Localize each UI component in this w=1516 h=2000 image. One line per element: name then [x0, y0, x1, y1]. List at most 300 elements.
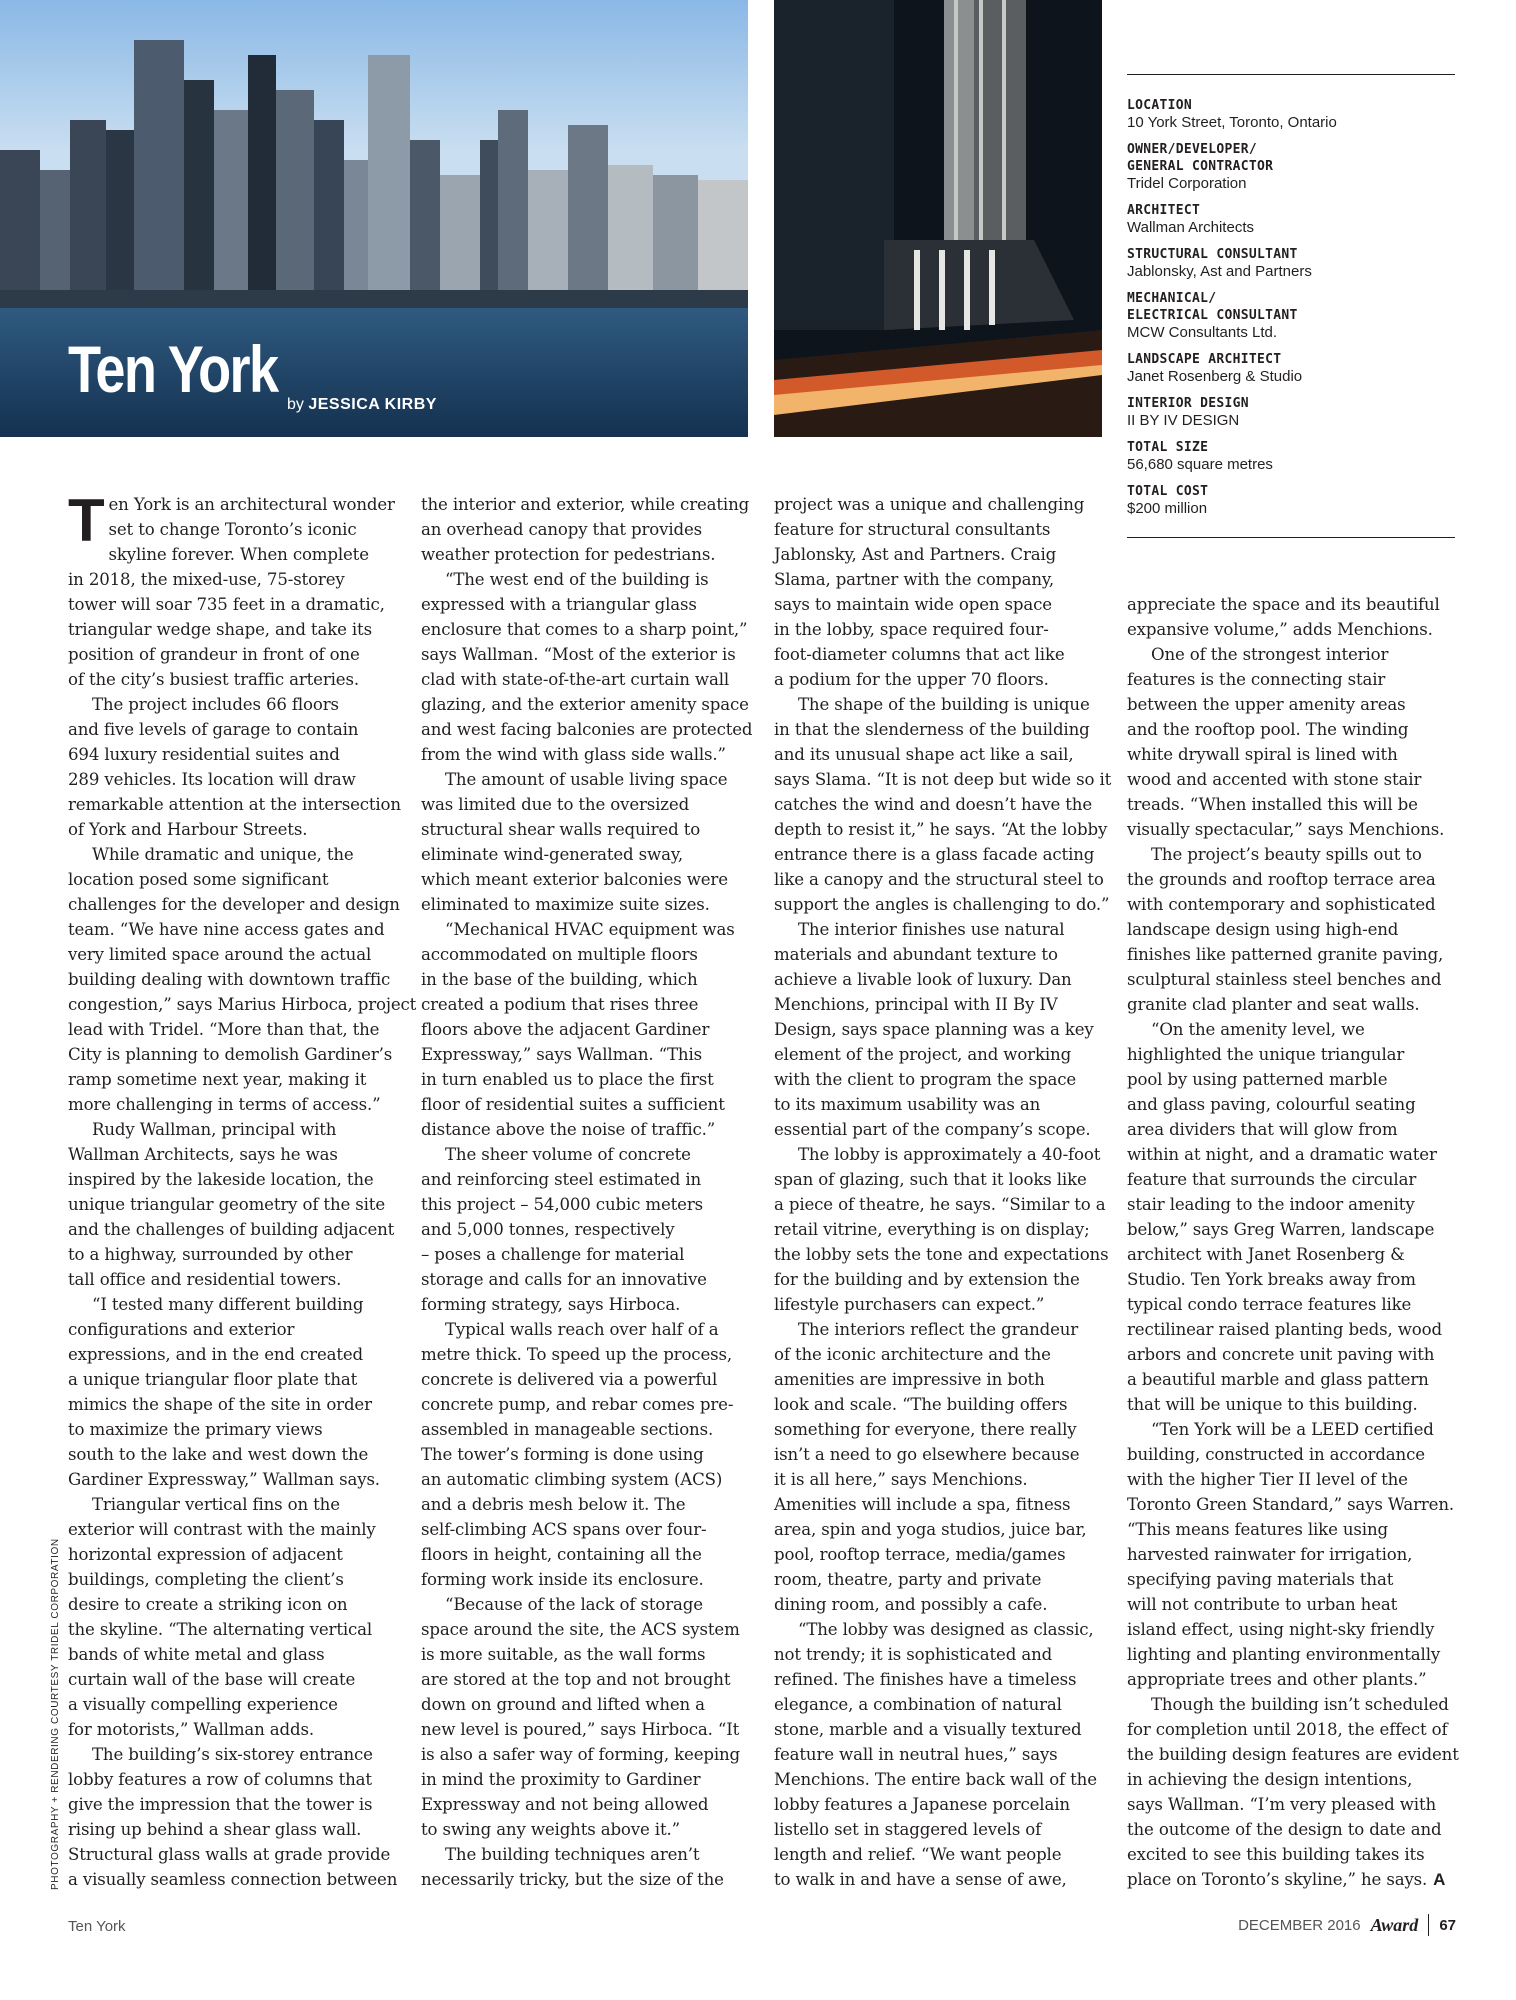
- text-line: [421, 1167, 751, 1192]
- line-text: and reinforcing steel estimated in: [421, 1170, 702, 1189]
- text-line: [774, 1592, 1104, 1617]
- text-line: [421, 642, 751, 667]
- end-mark: A: [1433, 1870, 1446, 1889]
- text-line: [421, 917, 751, 942]
- text-line: [68, 1467, 398, 1492]
- text-line: [774, 1792, 1104, 1817]
- line-text: a podium for the upper 70 floors.: [774, 670, 1049, 689]
- text-line: [68, 567, 398, 592]
- text-line: [774, 1517, 1104, 1542]
- line-text: an automatic climbing system (ACS): [421, 1470, 723, 1489]
- line-text: with contemporary and sophisticated: [1127, 895, 1436, 914]
- text-line: [68, 1192, 398, 1217]
- line-text: arbors and concrete unit paving with: [1127, 1345, 1435, 1364]
- line-text: 694 luxury residential suites and: [68, 745, 340, 764]
- line-text: a unique triangular floor plate that: [68, 1370, 358, 1389]
- line-text: a visually compelling experience: [68, 1695, 338, 1714]
- text-line: [421, 1067, 751, 1092]
- text-line: [421, 767, 751, 792]
- text-line: [1127, 1167, 1457, 1192]
- line-text: and the rooftop pool. The winding: [1127, 720, 1409, 739]
- line-text: City is planning to demolish Gardiner’s: [68, 1045, 393, 1064]
- line-text: mimics the shape of the site in order: [68, 1395, 372, 1414]
- line-text: configurations and exterior: [68, 1320, 295, 1339]
- text-line: [68, 1117, 398, 1142]
- text-line: [421, 1417, 751, 1442]
- text-line: [68, 1242, 398, 1267]
- line-text: The sheer volume of concrete: [445, 1145, 691, 1164]
- line-text: a piece of theatre, he says. “Similar to a: [774, 1195, 1106, 1214]
- line-text: pool by using patterned marble: [1127, 1070, 1388, 1089]
- text-line: [1127, 892, 1457, 917]
- line-text: was limited due to the oversized: [421, 795, 690, 814]
- text-line: [774, 717, 1104, 742]
- line-text: which meant exterior balconies were: [421, 870, 728, 889]
- line-text: catches the wind and doesn’t have the: [774, 795, 1092, 814]
- text-line: [1127, 1492, 1457, 1517]
- text-line: [421, 1667, 751, 1692]
- text-line: [774, 1467, 1104, 1492]
- text-line: [68, 1417, 398, 1442]
- text-line: [421, 1317, 751, 1342]
- fact-value: $200 million: [1127, 500, 1208, 517]
- line-text: and 5,000 tonnes, respectively: [421, 1220, 675, 1239]
- line-text: is also a safer way of forming, keeping: [421, 1745, 741, 1764]
- text-line: [1127, 1767, 1457, 1792]
- text-line: [1127, 967, 1457, 992]
- line-text: project was a unique and challenging: [774, 495, 1085, 514]
- line-text: bands of white metal and glass: [68, 1645, 325, 1664]
- line-text: finishes like patterned granite paving,: [1127, 945, 1444, 964]
- text-line: [1127, 867, 1457, 892]
- text-line: [774, 1567, 1104, 1592]
- line-text: tall office and residential towers.: [68, 1270, 342, 1289]
- text-line: [774, 1167, 1104, 1192]
- text-line: [774, 1192, 1104, 1217]
- fact-label: LANDSCAPE ARCHITECT: [1127, 352, 1282, 367]
- line-text: lead with Tridel. “More than that, the: [68, 1020, 380, 1039]
- line-text: storage and calls for an innovative: [421, 1270, 707, 1289]
- text-line: [1127, 1342, 1457, 1367]
- line-text: expressed with a triangular glass: [421, 595, 697, 614]
- line-text: in the base of the building, which: [421, 970, 698, 989]
- line-text: rising up behind a shear glass wall.: [68, 1820, 362, 1839]
- line-text: the skyline. “The alternating vertical: [68, 1620, 373, 1639]
- text-line: [68, 1017, 398, 1042]
- line-text: expansive volume,” adds Menchions.: [1127, 620, 1433, 639]
- text-line: [1127, 742, 1457, 767]
- line-text: of the city’s busiest traffic arteries.: [68, 670, 359, 689]
- line-text: accommodated on multiple floors: [421, 945, 698, 964]
- line-text: stone, marble and a visually textured: [774, 1720, 1082, 1739]
- text-line: [68, 1067, 398, 1092]
- text-line: [421, 1267, 751, 1292]
- line-text: architect with Janet Rosenberg &: [1127, 1245, 1405, 1264]
- article-column-3: [774, 492, 1112, 1892]
- text-line: [1127, 1717, 1457, 1742]
- line-text: Structural glass walls at grade provide: [68, 1845, 391, 1864]
- line-text: visually spectacular,” says Menchions.: [1127, 820, 1445, 839]
- text-line: [1127, 1292, 1457, 1317]
- line-text: building dealing with downtown traffic: [68, 970, 391, 989]
- line-text: a beautiful marble and glass pattern: [1127, 1370, 1429, 1389]
- line-text: the building design features are evident: [1127, 1745, 1459, 1764]
- line-text: appreciate the space and its beautiful: [1127, 595, 1440, 614]
- text-line: [68, 792, 401, 817]
- drop-cap: T: [68, 487, 105, 554]
- article-column-1: [68, 487, 417, 1892]
- text-line: [774, 1267, 1104, 1292]
- line-text: Though the building isn’t scheduled: [1151, 1695, 1449, 1714]
- line-text: and a debris mesh below it. The: [421, 1495, 686, 1514]
- text-line: [421, 1192, 751, 1217]
- line-text: it is all here,” says Menchions.: [774, 1470, 1028, 1489]
- line-text: “I tested many different building: [92, 1295, 364, 1314]
- line-text: inspired by the lakeside location, the: [68, 1170, 374, 1189]
- line-text: – poses a challenge for material: [421, 1245, 685, 1264]
- line-text: floors in height, containing all the: [421, 1545, 702, 1564]
- line-text: desire to create a striking icon on: [68, 1595, 348, 1614]
- text-line: [1127, 917, 1457, 942]
- line-text: feature for structural consultants: [774, 520, 1051, 539]
- line-text: Toronto Green Standard,” says Warren.: [1127, 1495, 1454, 1514]
- line-text: treads. “When installed this will be: [1127, 795, 1418, 814]
- line-text: floor of residential suites a sufficient: [421, 1095, 725, 1114]
- text-line: [774, 817, 1108, 842]
- line-text: triangular wedge shape, and take its: [68, 620, 372, 639]
- line-text: Expressway and not being allowed: [421, 1795, 709, 1814]
- line-text: isn’t a need to go elsewhere because: [774, 1445, 1080, 1464]
- text-line: [421, 1467, 751, 1492]
- text-line: [774, 1317, 1104, 1342]
- line-text: very limited space around the actual: [68, 945, 372, 964]
- text-line: [421, 1692, 751, 1717]
- line-text: remarkable attention at the intersection: [68, 795, 401, 814]
- text-line: [1127, 992, 1457, 1017]
- line-text: says Wallman. “Most of the exterior is: [421, 645, 736, 664]
- line-text: below,” says Greg Warren, landscape: [1127, 1220, 1435, 1239]
- text-line: [68, 1317, 398, 1342]
- line-text: metre thick. To speed up the process,: [421, 1345, 732, 1364]
- line-text: “On the amenity level, we: [1151, 1020, 1365, 1039]
- line-text: pool, rooftop terrace, media/games: [774, 1545, 1066, 1564]
- line-text: concrete is delivered via a powerful: [421, 1370, 718, 1389]
- text-line: [68, 967, 398, 992]
- text-line: [774, 1642, 1104, 1667]
- text-line: [1127, 817, 1457, 842]
- line-text: an overhead canopy that provides: [421, 520, 702, 539]
- line-text: says Slama. “It is not deep but wide so it: [774, 770, 1112, 789]
- author-name: JESSICA KIRBY: [308, 396, 437, 413]
- fact-value: Tridel Corporation: [1127, 175, 1247, 192]
- line-text: island effect, using night-sky friendly: [1127, 1620, 1435, 1639]
- text-line: [68, 1142, 398, 1167]
- line-text: achieve a livable look of luxury. Dan: [774, 970, 1072, 989]
- line-text: listello set in staggered levels of: [774, 1820, 1042, 1839]
- text-line: [421, 867, 751, 892]
- text-line: [68, 492, 398, 517]
- text-line: [68, 1867, 398, 1892]
- line-text: “The lobby was designed as classic,: [798, 1620, 1094, 1639]
- text-line: [1127, 1842, 1457, 1867]
- line-text: and the challenges of building adjacent: [68, 1220, 395, 1239]
- line-text: for motorists,” Wallman adds.: [68, 1720, 314, 1739]
- line-text: of York and Harbour Streets.: [68, 820, 308, 839]
- line-text: in that the slenderness of the building: [774, 720, 1090, 739]
- line-text: and glass paving, colourful seating: [1127, 1095, 1416, 1114]
- text-line: [774, 1842, 1104, 1867]
- text-line: [421, 1567, 751, 1592]
- text-line: [68, 992, 417, 1017]
- line-text: Menchions. The entire back wall of the: [774, 1770, 1097, 1789]
- photo-credit: PHOTOGRAPHY + RENDERING COURTESY TRIDEL CORPORATION: [50, 1538, 61, 1890]
- text-line: [68, 817, 398, 842]
- text-line: [774, 917, 1104, 942]
- line-text: The building’s six-storey entrance: [92, 1745, 373, 1764]
- line-text: congestion,” says Marius Hirboca, project: [68, 995, 417, 1014]
- text-line: [1127, 1867, 1457, 1892]
- fact-value: Wallman Architects: [1127, 219, 1254, 236]
- line-text: area, spin and yoga studios, juice bar,: [774, 1520, 1087, 1539]
- text-line: [1127, 1067, 1457, 1092]
- text-line: [421, 1542, 751, 1567]
- line-text: lighting and planting environmentally: [1127, 1645, 1441, 1664]
- line-text: landscape design using high-end: [1127, 920, 1399, 939]
- line-text: says Wallman. “I’m very pleased with: [1127, 1795, 1436, 1814]
- text-line: [774, 642, 1104, 667]
- text-line: [1127, 692, 1457, 717]
- line-text: feature that surrounds the circular: [1127, 1170, 1417, 1189]
- text-line: [68, 767, 398, 792]
- text-line: [421, 942, 751, 967]
- fact-item: [1127, 351, 1455, 386]
- text-line: [1127, 942, 1457, 967]
- text-line: [1127, 1642, 1457, 1667]
- text-line: [68, 1667, 398, 1692]
- fact-label: STRUCTURAL CONSULTANT: [1127, 247, 1298, 262]
- text-line: [1127, 1667, 1457, 1692]
- text-line: [774, 517, 1104, 542]
- line-text: will not contribute to urban heat: [1127, 1595, 1398, 1614]
- line-text: Triangular vertical fins on the: [92, 1495, 340, 1514]
- text-line: [1127, 1267, 1457, 1292]
- text-line: [421, 1367, 751, 1392]
- text-line: [1127, 1592, 1457, 1617]
- text-line: [68, 867, 398, 892]
- line-text: dining room, and possibly a cafe.: [774, 1595, 1048, 1614]
- line-text: says to maintain wide open space: [774, 595, 1052, 614]
- text-line: [421, 1017, 751, 1042]
- fact-item: [1127, 97, 1455, 132]
- fact-value: MCW Consultants Ltd.: [1127, 324, 1278, 341]
- text-line: [68, 1042, 398, 1067]
- fact-label: OWNER/DEVELOPER/ GENERAL CONTRACTOR: [1127, 142, 1274, 174]
- line-text: self-climbing ACS spans over four-: [421, 1520, 707, 1539]
- line-text: granite clad planter and seat walls.: [1127, 995, 1420, 1014]
- text-line: [68, 642, 398, 667]
- line-text: Slama, partner with the company,: [774, 570, 1055, 589]
- text-line: [421, 1292, 751, 1317]
- line-text: and its unusual shape act like a sail,: [774, 745, 1074, 764]
- line-text: “Mechanical HVAC equipment was: [445, 920, 735, 939]
- line-text: amenities are impressive in both: [774, 1370, 1045, 1389]
- line-text: room, theatre, party and private: [774, 1570, 1042, 1589]
- text-line: [421, 1642, 751, 1667]
- text-line: [68, 942, 398, 967]
- text-line: [774, 1867, 1104, 1892]
- line-text: element of the project, and working: [774, 1045, 1072, 1064]
- article-title: Ten York: [68, 332, 278, 406]
- line-text: depth to resist it,” he says. “At the lobby: [774, 820, 1108, 839]
- text-line: [1127, 1192, 1457, 1217]
- article-column-2: [421, 492, 751, 1892]
- line-text: eliminate wind-generated sway,: [421, 845, 683, 864]
- text-line: [421, 517, 751, 542]
- line-text: refined. The finishes have a timeless: [774, 1670, 1077, 1689]
- text-line: [421, 1767, 751, 1792]
- text-line: [774, 1542, 1104, 1567]
- line-text: and five levels of garage to contain: [68, 720, 359, 739]
- text-line: [421, 1617, 751, 1642]
- line-text: a visually seamless connection between: [68, 1870, 398, 1889]
- line-text: to a highway, surrounded by other: [68, 1245, 353, 1264]
- fact-item: [1127, 141, 1455, 193]
- text-line: [774, 1717, 1104, 1742]
- text-line: [421, 892, 751, 917]
- line-text: necessarily tricky, but the size of the: [421, 1870, 724, 1889]
- text-line: [1127, 592, 1457, 617]
- fact-item: [1127, 290, 1455, 342]
- text-line: [68, 517, 398, 542]
- line-text: “The west end of the building is: [445, 570, 709, 589]
- text-line: [1127, 1017, 1457, 1042]
- line-text: white drywall spiral is lined with: [1127, 745, 1398, 764]
- line-text: highlighted the unique triangular: [1127, 1045, 1405, 1064]
- line-text: tower will soar 735 feet in a dramatic,: [68, 595, 385, 614]
- line-text: space around the site, the ACS system: [421, 1620, 740, 1639]
- line-text: Gardiner Expressway,” Wallman says.: [68, 1470, 380, 1489]
- line-text: retail vitrine, everything is on display;: [774, 1220, 1090, 1239]
- line-text: for completion until 2018, the effect of: [1127, 1720, 1448, 1739]
- text-line: [774, 892, 1110, 917]
- line-text: Studio. Ten York breaks away from: [1127, 1270, 1416, 1289]
- line-text: within at night, and a dramatic water: [1127, 1145, 1437, 1164]
- line-text: entrance there is a glass facade acting: [774, 845, 1095, 864]
- tower-rendering: [774, 0, 1102, 437]
- text-line: [68, 1817, 398, 1842]
- text-line: [68, 667, 398, 692]
- text-line: [68, 717, 398, 742]
- text-line: [774, 592, 1104, 617]
- fact-label: INTERIOR DESIGN: [1127, 396, 1249, 411]
- text-line: [68, 592, 398, 617]
- text-line: [68, 1292, 398, 1317]
- fact-label: MECHANICAL/ ELECTRICAL CONSULTANT: [1127, 291, 1298, 323]
- text-line: [774, 1292, 1104, 1317]
- line-text: created a podium that rises three: [421, 995, 699, 1014]
- fact-item: [1127, 246, 1455, 281]
- line-text: 289 vehicles. Its location will draw: [68, 770, 356, 789]
- fact-value: II BY IV DESIGN: [1127, 412, 1240, 429]
- text-line: [774, 867, 1104, 892]
- line-text: features is the connecting stair: [1127, 670, 1386, 689]
- text-line: [68, 1592, 398, 1617]
- line-text: in turn enabled us to place the first: [421, 1070, 714, 1089]
- line-text: Expressway,” says Wallman. “This: [421, 1045, 702, 1064]
- running-title: Ten York: [68, 1918, 126, 1935]
- text-line: [68, 917, 398, 942]
- text-line: [421, 1342, 751, 1367]
- text-line: [68, 1442, 398, 1467]
- line-text: Jablonsky, Ast and Partners. Craig: [774, 545, 1057, 564]
- line-text: curtain wall of the base will create: [68, 1670, 356, 1689]
- line-text: the interior and exterior, while creating: [421, 495, 750, 514]
- text-line: [774, 1342, 1104, 1367]
- line-text: buildings, completing the client’s: [68, 1570, 344, 1589]
- line-text: wood and accented with stone stair: [1127, 770, 1422, 789]
- text-line: [1127, 1617, 1457, 1642]
- line-text: south to the lake and west down the: [68, 1445, 369, 1464]
- line-text: support the angles is challenging to do.”: [774, 895, 1110, 914]
- fact-label: TOTAL COST: [1127, 484, 1209, 499]
- text-line: [1127, 792, 1457, 817]
- text-line: [1127, 1367, 1457, 1392]
- line-text: feature wall in neutral hues,” says: [774, 1745, 1058, 1764]
- fact-label: ARCHITECT: [1127, 203, 1201, 218]
- line-text: The project includes 66 floors: [92, 695, 339, 714]
- text-line: [68, 1092, 398, 1117]
- text-line: [421, 792, 751, 817]
- skyline-photo: [0, 0, 748, 437]
- line-text: more challenging in terms of access.”: [68, 1095, 381, 1114]
- line-text: position of grandeur in front of one: [68, 645, 360, 664]
- text-line: [421, 1592, 751, 1617]
- text-line: [774, 1117, 1104, 1142]
- text-line: [68, 617, 398, 642]
- line-text: The lobby is approximately a 40-foot: [798, 1145, 1101, 1164]
- line-text: and west facing balconies are protected: [421, 720, 753, 739]
- text-line: [68, 1217, 398, 1242]
- line-text: something for everyone, there really: [774, 1420, 1077, 1439]
- text-line: [421, 492, 751, 517]
- text-line: [68, 1642, 398, 1667]
- text-line: [68, 542, 398, 567]
- text-line: [774, 1692, 1104, 1717]
- line-text: rectilinear raised planting beds, wood: [1127, 1320, 1442, 1339]
- text-line: [1127, 1217, 1457, 1242]
- text-line: [1127, 642, 1457, 667]
- text-line: [68, 742, 398, 767]
- text-line: [1127, 1092, 1457, 1117]
- line-text: excited to see this building takes its: [1127, 1845, 1425, 1864]
- fact-item: [1127, 439, 1455, 474]
- text-line: [421, 667, 751, 692]
- text-line: [1127, 1042, 1457, 1067]
- line-text: weather protection for pedestrians.: [421, 545, 716, 564]
- line-text: Wallman Architects, says he was: [68, 1145, 338, 1164]
- text-line: [774, 1767, 1104, 1792]
- line-text: forming strategy, says Hirboca.: [421, 1295, 681, 1314]
- line-text: the grounds and rooftop terrace area: [1127, 870, 1436, 889]
- line-text: ramp sometime next year, making it: [68, 1070, 367, 1089]
- text-line: [774, 942, 1104, 967]
- text-line: [421, 992, 751, 1017]
- line-text: to maximize the primary views: [68, 1420, 323, 1439]
- line-text: this project – 54,000 cubic meters: [421, 1195, 703, 1214]
- text-line: [774, 492, 1104, 517]
- text-line: [774, 792, 1104, 817]
- line-text: glazing, and the exterior amenity space: [421, 695, 749, 714]
